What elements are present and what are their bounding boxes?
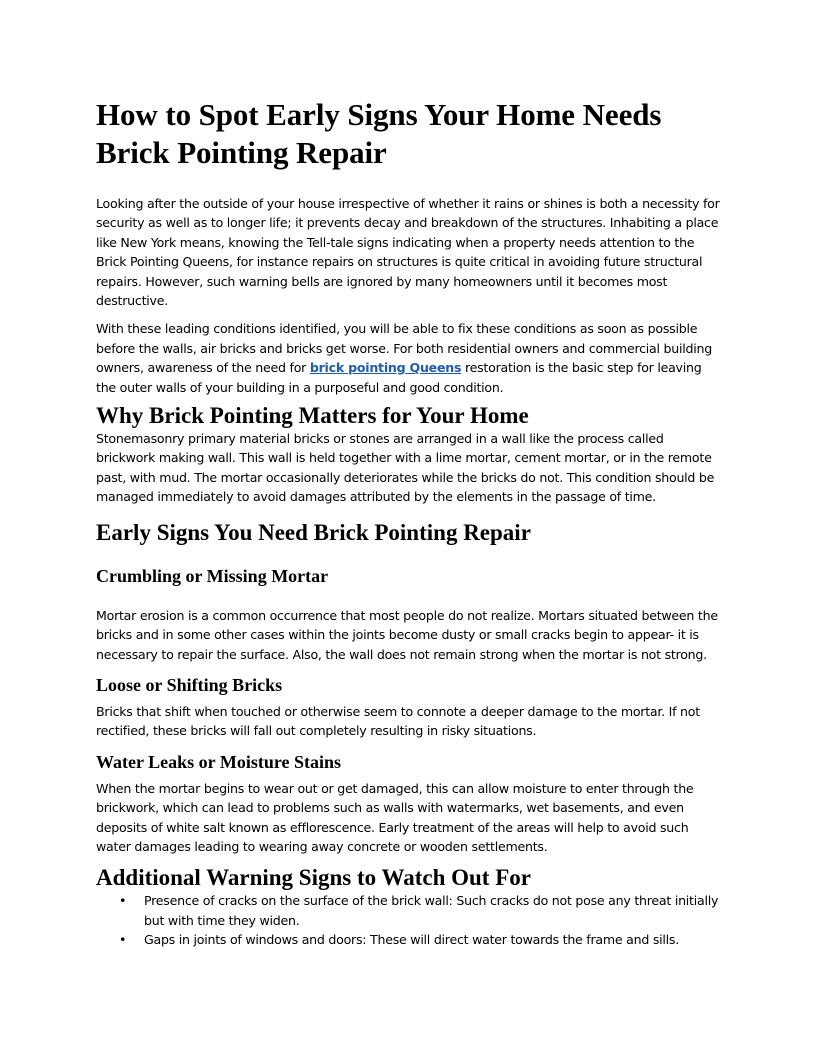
warning-signs-list (96, 891, 720, 949)
intro-paragraph-2 (96, 319, 720, 397)
bullet-icon: • (119, 893, 127, 909)
list-item-text: Gaps in joints of windows and doors: These will direct water towards the frame and sills. (144, 932, 679, 948)
list-item (96, 891, 720, 930)
crumbling-mortar-body: Mortar erosion is a common occurrence that most people do not realize. Mortars situated between the bricks and in some other cases within the joints become dusty or small cracks begin to appear- it is necessary to repair the surface. Also, the wall does not remain strong when the mortar is not strong. (96, 607, 718, 662)
water-leaks-body: When the mortar begins to wear out or get damaged, this can allow moisture to enter through the brickwork, which can lead to problems such as walls with watermarks, wet basements, and even deposits of white salt known as efflorescence. Early treatment of the areas will help to avoid such water damages leading to wearing away concrete or wooden settlements. (96, 780, 694, 854)
why-section-body: Stonemasonry primary material bricks or stones are arranged in a wall like the process called brickwork making wall. This wall is held together with a lime mortar, cement mortar, or in the remote past, with mud. The mortar occasionally deteriorates while the bricks do not. This condition should be managed immediately to avoid damages attributed by the elements in the passage of time. (96, 431, 715, 505)
bullet-icon: • (119, 932, 127, 948)
intro-paragraph-1: Looking after the outside of your house irrespective of whether it rains or shines is both a necessity for security as well as to longer life; it prevents decay and breakdown of the structures. Inhabiting a place like New York means, knowing the Tell-tale signs indicating when a property needs attention to the Brick Pointing Queens, for instance repairs on structures is quite critical in avoiding future structural repairs. However, such warning bells are ignored by many homeowners until it becomes most destructive. (96, 196, 720, 309)
loose-bricks-body: Bricks that shift when touched or otherwise seem to connote a deeper damage to the mortar. If not rectified, these bricks will fall out completely resulting in risky situations. (96, 703, 700, 739)
intro-paragraph-2-text-after: restoration is the basic step for leaving the outer walls of your building in a purposeful and good condition. (96, 360, 702, 395)
loose-bricks-heading: Loose or Shifting Bricks (96, 674, 283, 695)
list-item (96, 930, 720, 949)
intro-paragraph-2-text-before: With these leading conditions identified, you will be able to fix these conditions as soon as possible before the walls, air bricks and bricks get worse. For both residential owners and commercial building owners, awareness of the need for (96, 321, 712, 376)
crumbling-mortar-heading: Crumbling or Missing Mortar (96, 565, 329, 586)
page-title: How to Spot Early Signs Your Home Needs Brick Pointing Repair (96, 97, 662, 170)
document-page (96, 96, 720, 950)
water-leaks-heading: Water Leaks or Moisture Stains (96, 751, 342, 772)
early-signs-heading: Early Signs You Need Brick Pointing Repair (96, 519, 531, 545)
brick-pointing-queens-link[interactable]: brick pointing Queens (309, 360, 462, 376)
additional-warnings-heading: Additional Warning Signs to Watch Out For (96, 865, 531, 891)
list-item-text: Presence of cracks on the surface of the brick wall: Such cracks do not pose any threat initially but with time they widen. (144, 893, 719, 928)
why-section-heading: Why Brick Pointing Matters for Your Home (96, 403, 529, 429)
